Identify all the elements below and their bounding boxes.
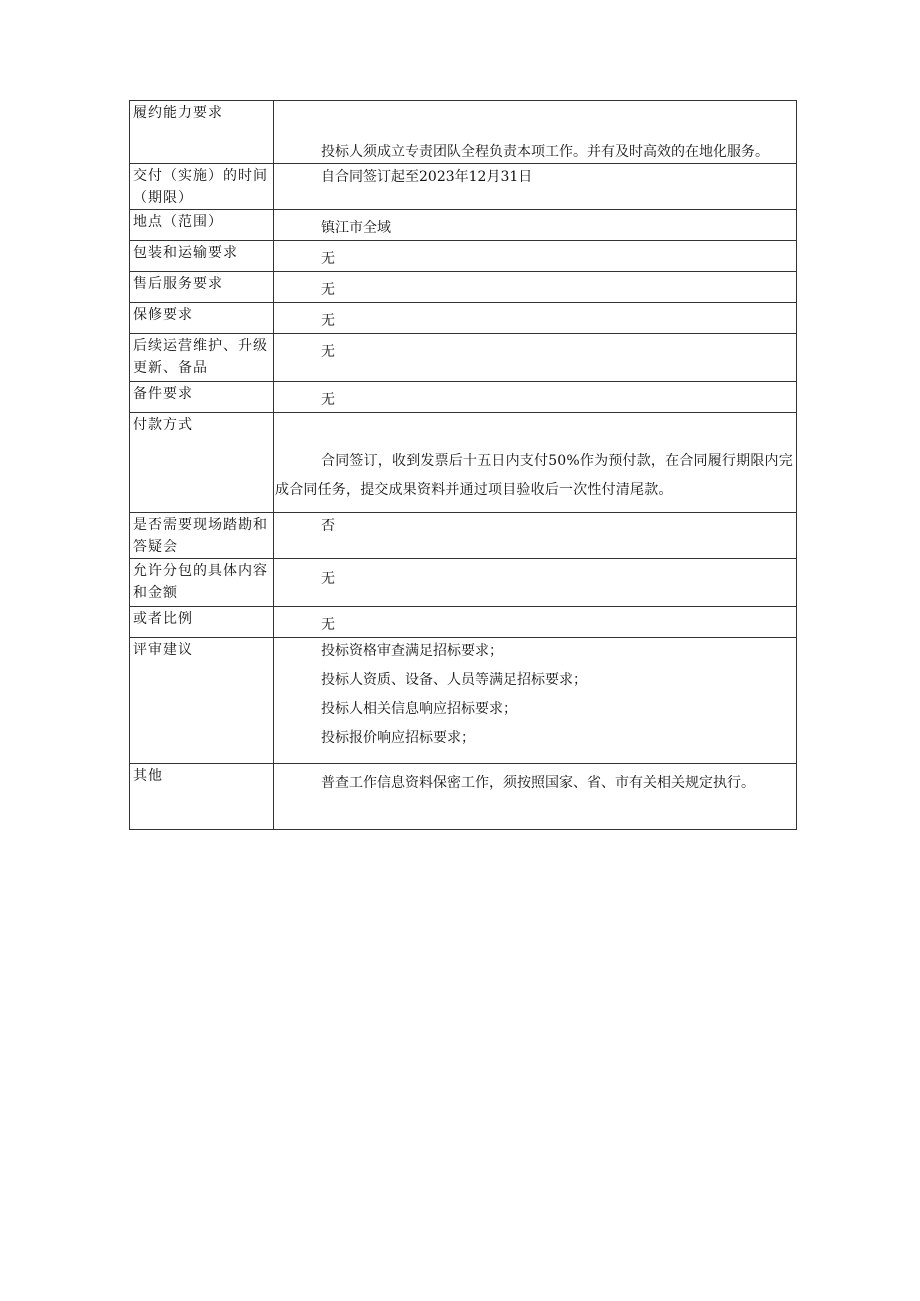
- row-value: [274, 164, 797, 210]
- row-value: [274, 513, 797, 559]
- row-value: [274, 334, 797, 382]
- table-row: [130, 764, 797, 830]
- row-label: 其他: [130, 764, 274, 830]
- table-row: [130, 164, 797, 210]
- table-row: [130, 382, 797, 413]
- table-row: [130, 303, 797, 334]
- row-value: [274, 559, 797, 607]
- list-item: 投标资格审查满足招标要求；: [321, 643, 503, 659]
- list-item: 投标人相关信息响应招标要求；: [321, 701, 517, 717]
- list-item: 投标人资质、设备、人员等满足招标要求；: [321, 672, 587, 688]
- value-text: 自合同签订起至2023年12月31日: [321, 169, 533, 185]
- value-text: 合同签订，收到发票后十五日内支付50%作为预付款，在合同履行期限内完成合同任务，提交成果资料并通过项目验收后一次性付清尾款。: [275, 453, 793, 498]
- value-text: 镇江市全域: [321, 220, 391, 236]
- row-label: 履约能力要求: [130, 101, 274, 164]
- row-value: [274, 413, 797, 513]
- row-label: 售后服务要求: [130, 272, 274, 303]
- value-text: 无: [321, 392, 335, 408]
- row-value: [274, 607, 797, 638]
- table-row: [130, 210, 797, 241]
- row-label: 是否需要现场踏勘和答疑会: [130, 513, 274, 559]
- table-row: [130, 559, 797, 607]
- row-value: [274, 382, 797, 413]
- row-label: 地点（范围）: [130, 210, 274, 241]
- value-text: 无: [321, 617, 335, 633]
- row-value: [274, 210, 797, 241]
- value-text: 无: [321, 313, 335, 329]
- row-value: [274, 101, 797, 164]
- table-row: [130, 272, 797, 303]
- table-row: [130, 241, 797, 272]
- value-text: 否: [321, 518, 335, 534]
- table-row: [130, 638, 797, 764]
- row-label: 保修要求: [130, 303, 274, 334]
- row-label: 付款方式: [130, 413, 274, 513]
- list-item: 投标报价响应招标要求；: [321, 730, 475, 746]
- row-value: [274, 272, 797, 303]
- row-label: 允许分包的具体内容和金额: [130, 559, 274, 607]
- row-label: 包装和运输要求: [130, 241, 274, 272]
- value-text: 普查工作信息资料保密工作，须按照国家、省、市有关相关规定执行。: [321, 775, 755, 791]
- row-label: 或者比例: [130, 607, 274, 638]
- table-row: [130, 607, 797, 638]
- table-row: [130, 513, 797, 559]
- table-row: [130, 101, 797, 164]
- row-value: [274, 764, 797, 830]
- value-text: 投标人须成立专责团队全程负责本项工作。并有及时高效的在地化服务。: [321, 144, 769, 160]
- requirements-table: [129, 100, 797, 830]
- table-row: [130, 413, 797, 513]
- value-text: 无: [321, 571, 335, 587]
- row-label: 交付（实施）的时间（期限）: [130, 164, 274, 210]
- row-label: 备件要求: [130, 382, 274, 413]
- table-row: [130, 334, 797, 382]
- row-value: [274, 241, 797, 272]
- row-value: [274, 638, 797, 764]
- row-value: [274, 303, 797, 334]
- value-text: 无: [321, 251, 335, 267]
- row-label: 评审建议: [130, 638, 274, 764]
- row-label: 后续运营维护、升级更新、备品: [130, 334, 274, 382]
- value-text: 无: [321, 282, 335, 298]
- value-text: 无: [321, 344, 335, 360]
